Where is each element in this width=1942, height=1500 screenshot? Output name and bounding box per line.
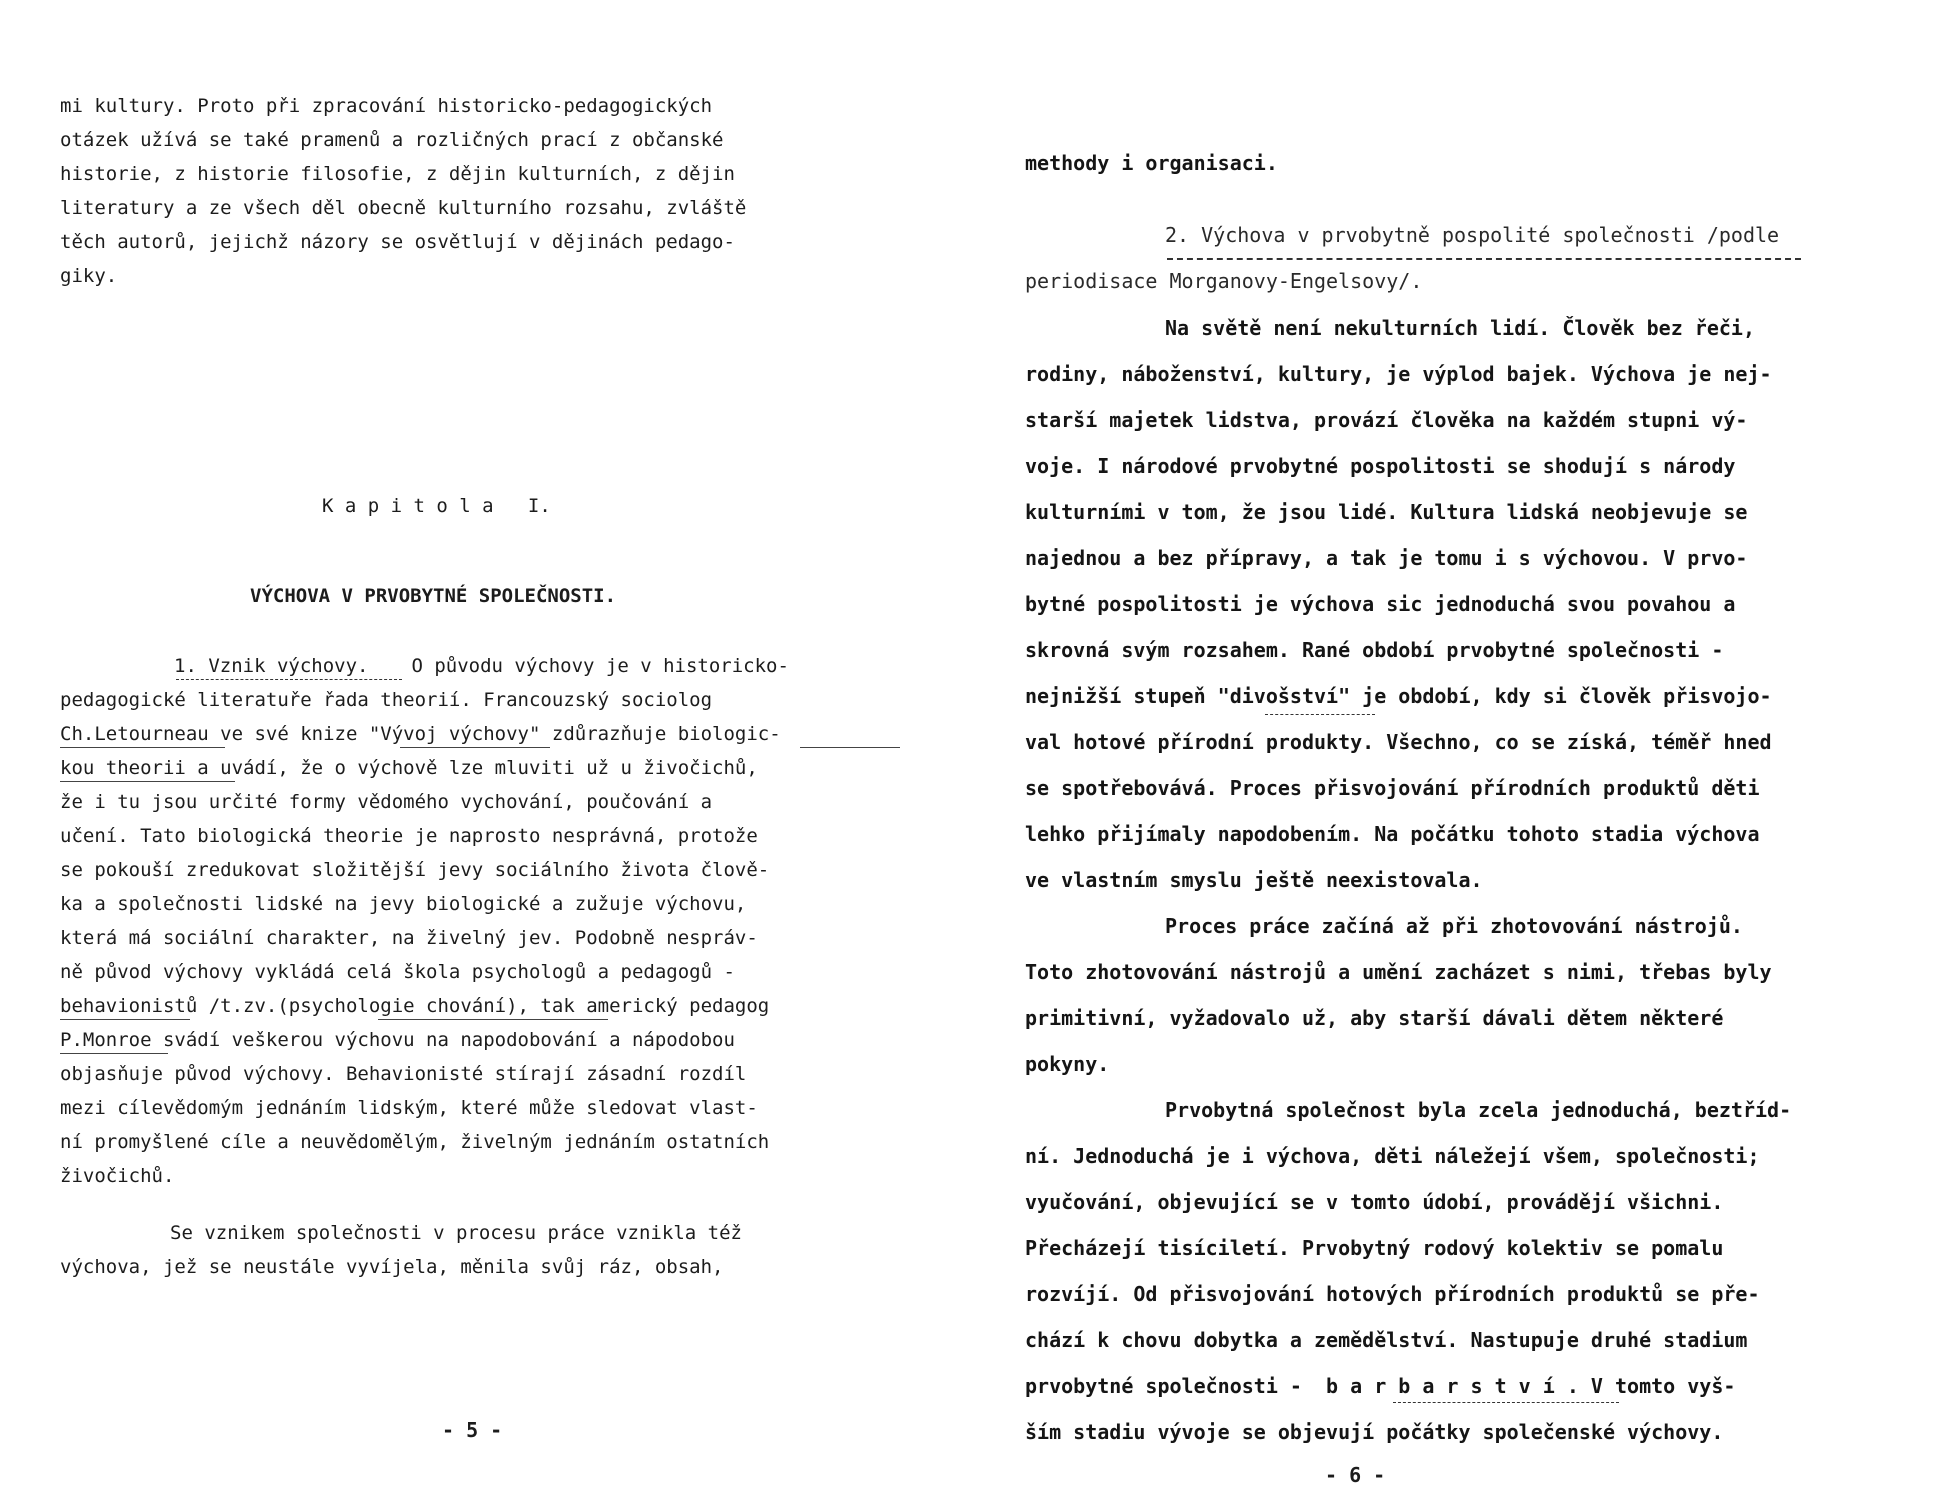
text-line: prvobytné společnosti - b a r b a r s t v í . V tomto vyš- xyxy=(1025,1374,1736,1398)
text-line: rodiny, náboženství, kultury, je výplod bajek. Výchova je nej- xyxy=(1025,362,1772,386)
text-line: literatury a ze všech děl obecně kulturního rozsahu, zvláště xyxy=(60,197,747,219)
underline-mark xyxy=(60,1019,190,1020)
underline-mark xyxy=(60,781,235,782)
text-line: P.Monroe svádí veškerou výchovu na napodobování a nápodobou xyxy=(60,1029,735,1051)
text-line: mi kultury. Proto při zpracování historicko-pedagogických xyxy=(60,95,713,117)
underline-mark xyxy=(800,747,900,748)
text-line: učení. Tato biologická theorie je naprosto nesprávná, protože xyxy=(60,825,758,847)
text-line: ní promyšlené cíle a neuvědomělým, živelným jednáním ostatních xyxy=(60,1131,770,1153)
text-line: voje. I národové prvobytné pospolitosti se shodují s národy xyxy=(1025,454,1736,478)
text-line: methody i organisaci. xyxy=(1025,151,1278,175)
text-line: Prvobytná společnost byla zcela jednoduchá, beztříd- xyxy=(1165,1098,1792,1122)
text-line: nejnižší stupeň "divošství" je období, kdy si člověk přisvojo- xyxy=(1025,684,1772,708)
text-line: Toto zhotovování nástrojů a umění zacházet s nimi, třebas byly xyxy=(1025,960,1772,984)
text-line: ní. Jednoduchá je i výchova, děti náležejí všem, společnosti; xyxy=(1025,1144,1760,1168)
section-heading-underline xyxy=(1167,258,1801,260)
page-number: - 5 - xyxy=(442,1418,503,1442)
text-line: ka a společnosti lidské na jevy biologické a zužuje výchovu, xyxy=(60,893,747,915)
text-line: výchova, jež se neustále vyvíjela, měnila svůj ráz, obsah, xyxy=(60,1256,724,1278)
text-line: Ch.Letourneau ve své knize "Vývoj výchovy" zdůrazňuje biologic- xyxy=(60,723,781,745)
section-heading: 2. Výchova v prvobytně pospolité společnosti /podle xyxy=(1165,223,1780,247)
text-line: najednou a bez přípravy, a tak je tomu i s výchovou. V prvo- xyxy=(1025,546,1748,570)
underline-mark xyxy=(60,1053,168,1054)
section-heading: periodisace Morganovy-Engelsovy/. xyxy=(1025,269,1423,293)
text-line: kou theorii a uvádí, že o výchově lze mluviti už u živočichů, xyxy=(60,757,758,779)
text-line: behavionistů /t.zv.(psychologie chování), tak americký pedagog xyxy=(60,995,770,1017)
underline-mark xyxy=(378,1019,608,1020)
text-line: rozvíjí. Od přisvojování hotových přírodních produktů se pře- xyxy=(1025,1282,1760,1306)
text-line: která má sociální charakter, na živelný jev. Podobně nespráv- xyxy=(60,927,758,949)
text-line: Proces práce začíná až při zhotovování nástrojů. xyxy=(1165,914,1743,938)
text-line: objasňuje původ výchovy. Behavionisté stírají zásadní rozdíl xyxy=(60,1063,747,1085)
text-line: val hotové přírodní produkty. Všechno, co se získá, téměř hned xyxy=(1025,730,1772,754)
text-line: ším stadiu vývoje se objevují počátky společenské výchovy. xyxy=(1025,1420,1724,1444)
underline-mark xyxy=(1265,714,1375,715)
text-line: O původu výchovy je v historicko- xyxy=(400,655,789,677)
text-line: Se vznikem společnosti v procesu práce vznikla též xyxy=(170,1222,742,1244)
text-line: se pokouší zredukovat složitější jevy sociálního života člově- xyxy=(60,859,770,881)
text-line: kulturními v tom, že jsou lidé. Kultura lidská neobjevuje se xyxy=(1025,500,1748,524)
text-line: chází k chovu dobytka a zemědělství. Nastupuje druhé stadium xyxy=(1025,1328,1748,1352)
text-line: ně původ výchovy vykládá celá škola psychologů a pedagogů - xyxy=(60,961,735,983)
underline-mark xyxy=(60,747,225,748)
text-line: že i tu jsou určité formy vědomého vychování, poučování a xyxy=(60,791,713,813)
text-line: pedagogické literatuře řada theorií. Francouzský sociolog xyxy=(60,689,713,711)
text-line: se spotřebovává. Proces přisvojování přírodních produktů děti xyxy=(1025,776,1760,800)
text-line: živočichů. xyxy=(60,1165,175,1187)
text-line: těch autorů, jejichž názory se osvětlují v dějinách pedago- xyxy=(60,231,735,253)
text-line: otázek užívá se také pramenů a rozličných prací z občanské xyxy=(60,129,724,151)
section-heading-underline xyxy=(176,679,402,680)
chapter-label: K a p i t o l a I. xyxy=(322,495,551,517)
text-line: starší majetek lidstva, provází člověka na každém stupni vý- xyxy=(1025,408,1748,432)
underline-mark xyxy=(400,747,550,748)
text-line: historie, z historie filosofie, z dějin kulturních, z dějin xyxy=(60,163,735,185)
text-line: lehko přijímaly napodobením. Na počátku tohoto stadia výchova xyxy=(1025,822,1760,846)
text-line: primitivní, vyžadovalo už, aby starší dávali dětem některé xyxy=(1025,1006,1724,1030)
underline-mark xyxy=(1393,1402,1619,1403)
text-line: ve vlastním smyslu ještě neexistovala. xyxy=(1025,868,1483,892)
text-line: Na světě není nekulturních lidí. Člověk bez řeči, xyxy=(1165,316,1756,340)
chapter-title: VÝCHOVA V PRVOBYTNÉ SPOLEČNOSTI. xyxy=(250,585,617,607)
text-line: Přecházejí tisíciletí. Prvobytný rodový kolektiv se pomalu xyxy=(1025,1236,1724,1260)
text-line: bytné pospolitosti je výchova sic jednoduchá svou povahou a xyxy=(1025,592,1736,616)
text-line: mezi cílevědomým jednáním lidským, které může sledovat vlast- xyxy=(60,1097,758,1119)
text-line: vyučování, objevující se v tomto údobí, provádějí všichni. xyxy=(1025,1190,1724,1214)
text-line: skrovná svým rozsahem. Rané období prvobytné společnosti - xyxy=(1025,638,1724,662)
section-heading: 1. Vznik výchovy. xyxy=(174,655,369,677)
text-line: pokyny. xyxy=(1025,1052,1110,1076)
text-line: giky. xyxy=(60,265,118,287)
page-number: - 6 - xyxy=(1325,1463,1386,1487)
